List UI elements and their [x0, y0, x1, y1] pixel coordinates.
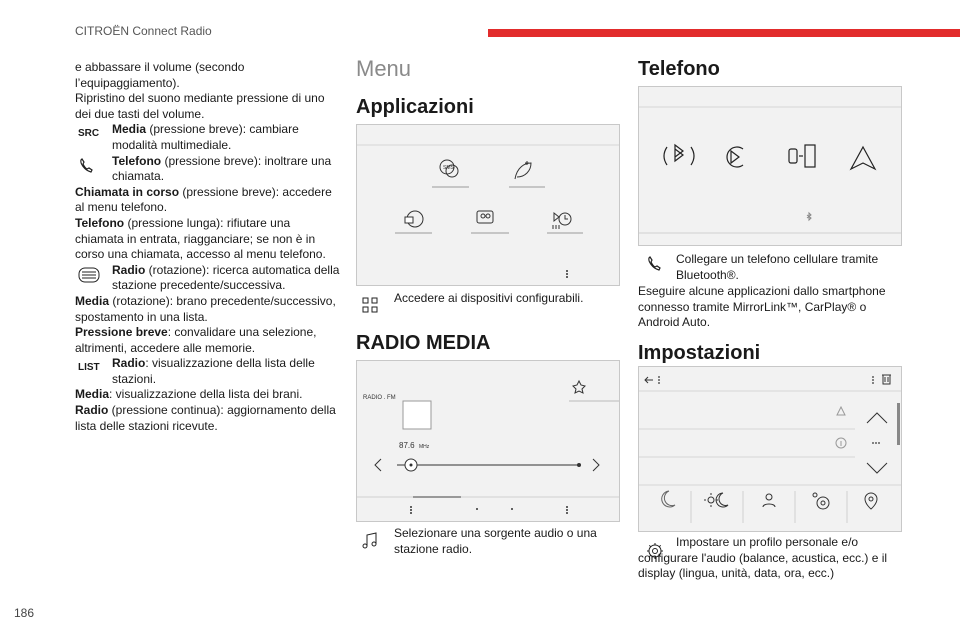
radio-rotation-item: Radio (rotazione): ricerca automatica della stazione precedente/successiva.: [75, 263, 340, 294]
settings-gear-icon: [813, 493, 829, 509]
grid-icon: [362, 297, 378, 313]
svg-text:SMS: SMS: [443, 165, 454, 171]
bluetooth-icon: [664, 145, 694, 165]
warning-icon: [837, 407, 845, 415]
settings-heading: Impostazioni: [638, 342, 761, 364]
menu-heading: Menu: [356, 56, 412, 81]
night-mode-icon: [662, 491, 675, 507]
sms-icon: [440, 160, 458, 177]
src-icon: SRC: [78, 128, 100, 140]
carplay-icon: [727, 147, 743, 167]
scroll-wheel-icon: [78, 267, 100, 283]
list-icon: LIST: [78, 362, 100, 374]
phone-icon: [78, 158, 94, 174]
frequency-value: 87.6: [399, 441, 415, 450]
next-chevron-icon: [593, 459, 599, 471]
apps-screen-graphic: [357, 125, 619, 285]
settings-screen: [638, 366, 902, 532]
scroll-down-chevron-icon: [867, 463, 887, 473]
media-list-text: Media: visualizzazione della lista dei brani.: [75, 387, 303, 402]
radio-screen: [356, 360, 620, 522]
climate-timer-icon: [553, 213, 571, 229]
music-note-icon: [362, 532, 378, 550]
more-options-icon: [566, 270, 568, 278]
apps-screen: [356, 124, 620, 286]
scrollbar: [897, 403, 900, 445]
favorite-star-icon: [573, 381, 585, 393]
radio-update-text: Radio (pressione continua): aggiornamento della lista delle stazioni ricevute.: [75, 403, 336, 433]
phone-long-press-text: Telefono (pressione lunga): rifiutare una chiamata in entrata, riagganciare; se non è in corso una chiamata, accesso al menu telefono.: [75, 215, 326, 262]
previous-chevron-icon: [375, 459, 381, 471]
album-art-placeholder: [403, 401, 431, 429]
intro-text-2: Ripristino del suono mediante pressione di uno dei due tasti del volume.: [75, 91, 325, 121]
leaf-icon: [515, 161, 531, 179]
intro-text-1: e abbassare il volume (secondo l’equipaggiamento).: [75, 60, 245, 90]
page-number: 186: [14, 606, 35, 620]
profile-icon: [763, 494, 775, 507]
settings-caption: Impostare un profilo personale e/o configurare l'audio (balance, acustica, ecc.) e il display (lingua, unità, data, ora, ecc.): [638, 535, 888, 581]
apps-caption: Accedere ai dispositivi configurabili.: [394, 291, 584, 305]
android-auto-icon: [851, 147, 875, 169]
location-settings-icon: [865, 493, 877, 509]
header-title: CITROËN Connect Radio: [75, 24, 212, 38]
phone-screen: [638, 86, 902, 246]
phone-caption-1: Collegare un telefono cellulare tramite Bluetooth®.: [676, 252, 879, 282]
contacts-icon: [477, 211, 493, 223]
station-name: RADIO . FM: [363, 395, 396, 401]
settings-screen-graphic: [639, 367, 901, 531]
call-in-progress-text: Chiamata in corso (pressione breve): accedere al menu telefono.: [75, 184, 332, 215]
controls-description: [75, 60, 340, 434]
phone-item: Telefono (pressione breve): inoltrare una chiamata.: [75, 154, 340, 185]
src-item: SRC Media (pressione breve): cambiare modalità multimediale.: [78, 122, 299, 152]
frequency-unit: MHz: [419, 444, 430, 450]
list-item: LIST Radio: visualizzazione della lista delle stazioni.: [78, 356, 315, 386]
radio-toolbar-dots: [410, 506, 568, 514]
radio-caption: Selezionare una sorgente audio o una stazione radio.: [394, 526, 597, 556]
back-arrow-icon: [645, 377, 653, 383]
phone-screen-graphic: [639, 87, 901, 245]
bluetooth-status-icon: [807, 213, 811, 220]
day-night-icon: [704, 493, 728, 507]
trash-icon: [882, 375, 891, 384]
media-rotation-text: Media (rotazione): brano precedente/successivo, spostamento in una lista.: [75, 293, 336, 324]
radio-media-heading: RADIO MEDIA: [356, 332, 491, 354]
apps-heading: Applicazioni: [356, 96, 474, 118]
scroll-up-chevron-icon: [867, 413, 887, 423]
drive-mode-icon: [405, 211, 423, 227]
short-press-text: Pressione breve: convalidare una selezione, altrimenti, accedere alle memorie.: [75, 325, 317, 355]
phone-handset-icon: [646, 256, 662, 272]
radio-screen-graphic: [357, 361, 619, 521]
phone-heading: Telefono: [638, 58, 720, 80]
info-icon: [836, 438, 846, 448]
phone-caption-2: Eseguire alcune applicazioni dallo smartphone connesso tramite MirrorLink™, CarPlay® o Android Auto.: [638, 284, 886, 330]
header-accent-bar: [488, 29, 960, 37]
mirrorlink-icon: [789, 145, 815, 167]
